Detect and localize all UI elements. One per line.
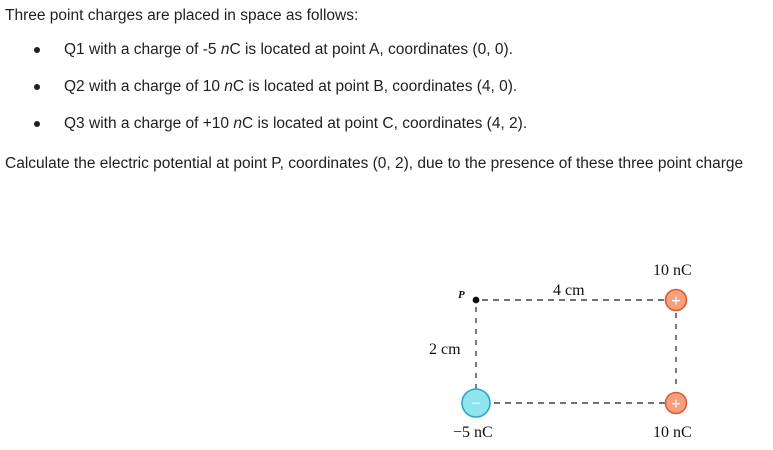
plus-icon: + xyxy=(671,291,681,310)
charge-diagram xyxy=(420,255,720,445)
bullet-icon xyxy=(34,121,40,127)
bottom-right-charge-label: 10 nC xyxy=(653,424,692,441)
charge-location: C is located at point A, coordinates (0, 0). xyxy=(229,41,513,58)
minus-icon: − xyxy=(471,394,481,413)
width-label: 4 cm xyxy=(553,282,585,299)
charge-description xyxy=(64,40,513,60)
charge-name: Q1 xyxy=(64,41,85,58)
unit-prefix: n xyxy=(220,41,230,58)
charge-text: with a charge of -5 xyxy=(89,41,217,58)
charge-text: with a charge of +10 xyxy=(89,115,230,132)
charge-description xyxy=(64,77,517,97)
bottom-left-charge-label: −5 nC xyxy=(453,424,493,441)
charge-location: C is located at point B, coordinates (4, 0). xyxy=(232,78,518,95)
bullet-icon xyxy=(34,84,40,90)
intro-text: Three point charges are placed in space as follows: xyxy=(5,7,359,24)
plus-icon: + xyxy=(671,394,681,413)
charge-text: with a charge of 10 xyxy=(89,78,220,95)
unit-prefix: n xyxy=(224,78,233,95)
point-p-dot xyxy=(473,297,480,304)
bullet-icon xyxy=(34,47,40,53)
unit-prefix: n xyxy=(233,115,242,132)
top-right-charge-label: 10 nC xyxy=(653,262,692,279)
diagram-svg xyxy=(420,255,720,445)
charge-name: Q2 xyxy=(64,78,85,95)
charge-name: Q3 xyxy=(64,115,85,132)
question-text: Calculate the electric potential at point P, coordinates (0, 2), due to the presence of these three point charge xyxy=(5,155,744,172)
height-label: 2 cm xyxy=(429,341,461,358)
point-p-label: P xyxy=(458,289,465,301)
charge-location: C is located at point C, coordinates (4, 2). xyxy=(241,115,528,132)
charge-description xyxy=(64,114,527,134)
